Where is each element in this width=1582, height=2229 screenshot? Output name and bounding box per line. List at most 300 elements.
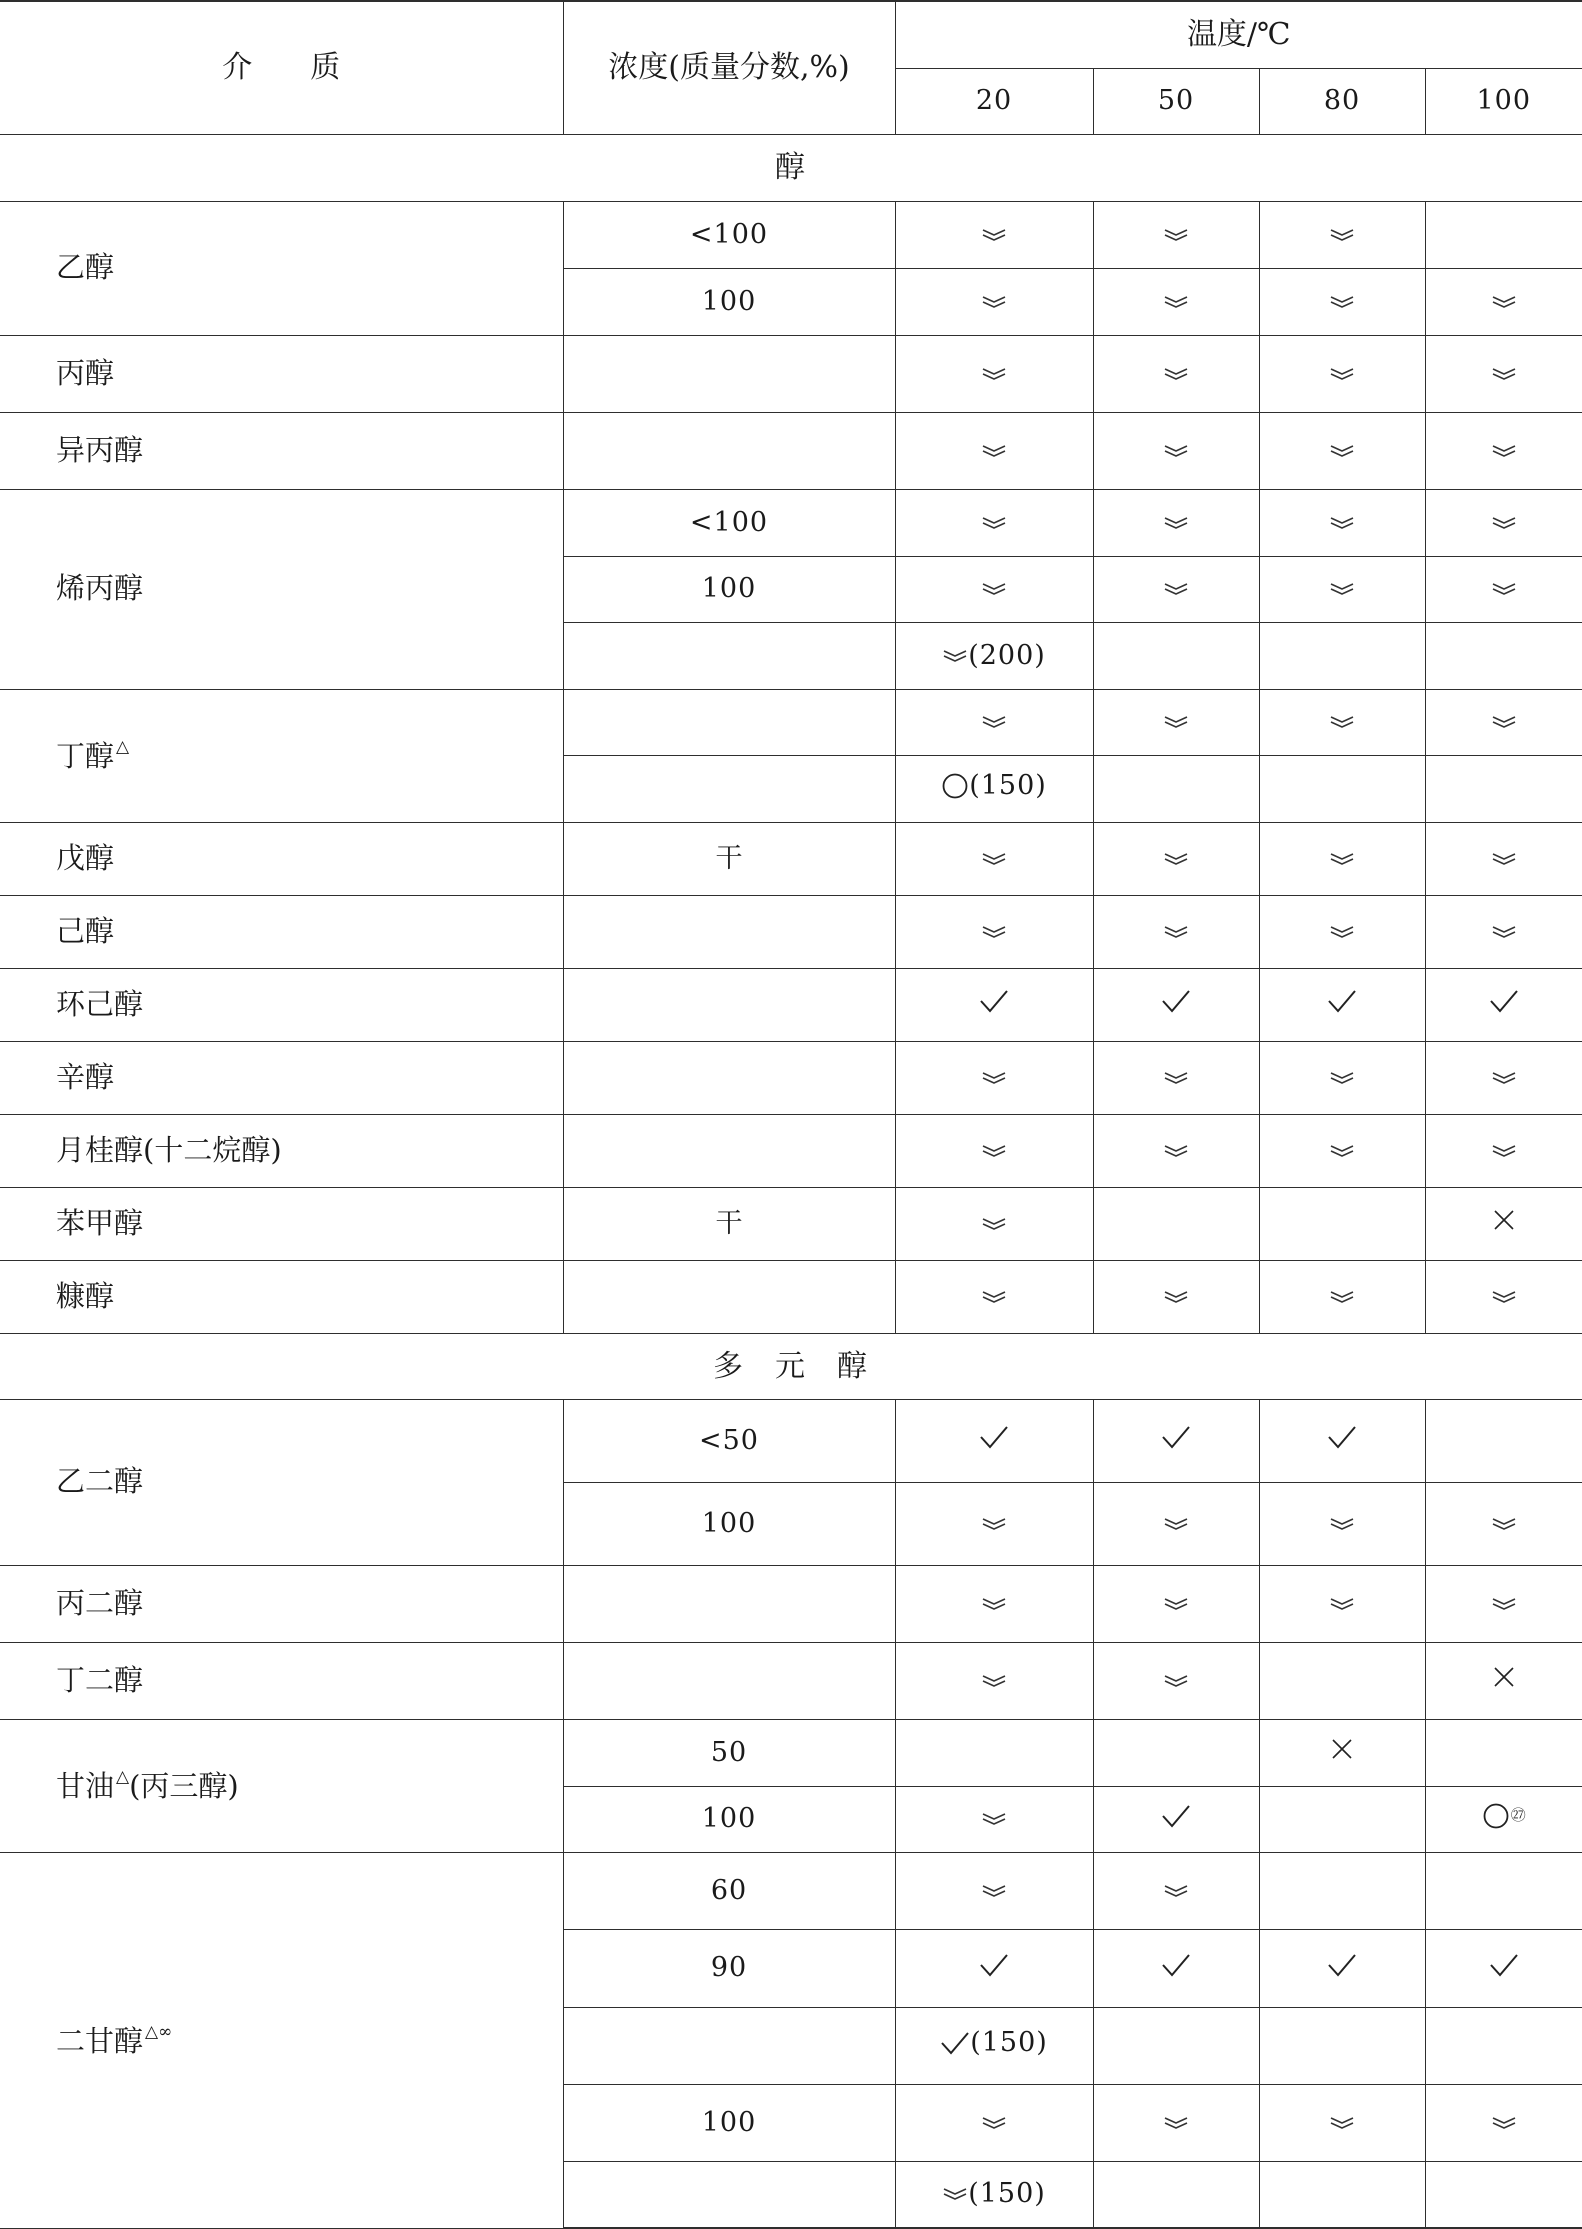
table-row <box>0 1187 1582 1260</box>
conc-cell: 干 <box>563 1187 895 1260</box>
rating-symbol <box>1491 714 1517 730</box>
rating-symbol <box>981 1516 1007 1532</box>
conc-cell <box>563 1565 895 1642</box>
rating-symbol <box>981 443 1007 459</box>
rating-symbol <box>1163 1516 1189 1532</box>
rating-symbol <box>1491 2115 1517 2131</box>
medium-cell: 烯丙醇 <box>0 489 563 689</box>
table-row <box>0 489 1582 556</box>
rating-cell <box>1093 1929 1259 2007</box>
rating-symbol <box>1482 1802 1526 1830</box>
rating-cell <box>895 1642 1093 1719</box>
rating-cell <box>895 1565 1093 1642</box>
conc-cell <box>563 968 895 1041</box>
rating-cell <box>1093 968 1259 1041</box>
table-row <box>0 1260 1582 1333</box>
rating-symbol <box>1163 515 1189 531</box>
double-chevron-icon <box>981 924 1007 940</box>
footnote-mark: △ <box>116 737 130 758</box>
rating-symbol <box>941 771 1047 801</box>
rating-cell <box>1093 1565 1259 1642</box>
checkmark-icon <box>979 1952 1009 1978</box>
double-chevron-icon <box>981 1143 1007 1159</box>
double-chevron-icon <box>1163 581 1189 597</box>
rating-cell <box>1259 622 1425 689</box>
rating-symbol <box>1161 1952 1191 1978</box>
header-row <box>0 1 1582 68</box>
rating-symbol <box>1163 1143 1189 1159</box>
rating-cell <box>1093 755 1259 822</box>
rating-cell <box>1259 822 1425 895</box>
double-chevron-icon <box>981 2115 1007 2131</box>
table-row <box>0 1114 1582 1187</box>
rating-cell <box>1259 412 1425 489</box>
medium-cell: 丁醇 △ <box>0 689 563 822</box>
rating-cell <box>1259 1719 1425 1786</box>
section-row <box>0 134 1582 201</box>
rating-cell <box>1425 1929 1582 2007</box>
rating-symbol <box>981 1143 1007 1159</box>
table-row <box>0 1719 1582 1786</box>
rating-cell <box>1093 1260 1259 1333</box>
conc-cell <box>563 1114 895 1187</box>
double-chevron-icon <box>981 1883 1007 1899</box>
rating-cell <box>1425 689 1582 755</box>
rating-symbol <box>1163 714 1189 730</box>
double-chevron-icon <box>981 294 1007 310</box>
rating-symbol <box>1491 443 1517 459</box>
rating-cell <box>895 968 1093 1041</box>
conc-cell: 干 <box>563 822 895 895</box>
conc-cell: 60 <box>563 1852 895 1929</box>
double-chevron-icon <box>981 1216 1007 1232</box>
double-chevron-icon <box>981 1596 1007 1612</box>
double-chevron-icon <box>981 581 1007 597</box>
double-chevron-icon <box>1163 1673 1189 1689</box>
medium-cell: 月桂醇(十二烷醇) <box>0 1114 563 1187</box>
rating-cell <box>895 689 1093 755</box>
table-row <box>0 895 1582 968</box>
footnote-mark: △ <box>116 1767 130 1788</box>
section-title-alcohol: 醇 <box>0 134 1582 201</box>
double-chevron-icon <box>1491 2115 1517 2131</box>
rating-cell <box>895 1852 1093 1929</box>
rating-cell <box>1093 2007 1259 2084</box>
rating-symbol <box>981 1883 1007 1899</box>
rating-symbol <box>981 581 1007 597</box>
rating-cell <box>1259 968 1425 1041</box>
rating-cell <box>1093 689 1259 755</box>
conc-cell <box>563 1260 895 1333</box>
rating-cell <box>895 556 1093 622</box>
checkmark-icon <box>940 2030 970 2056</box>
rating-symbol <box>981 714 1007 730</box>
rating-cell <box>1093 1786 1259 1852</box>
double-chevron-icon <box>1329 2115 1355 2131</box>
rating-cell <box>1259 1565 1425 1642</box>
double-chevron-icon <box>1163 227 1189 243</box>
double-chevron-icon <box>1329 227 1355 243</box>
rating-cell <box>1425 2161 1582 2228</box>
double-chevron-icon <box>1491 581 1517 597</box>
rating-symbol <box>1491 581 1517 597</box>
double-chevron-icon <box>1329 1070 1355 1086</box>
checkmark-icon <box>1489 988 1519 1014</box>
rating-symbol <box>1163 1883 1189 1899</box>
temp-20: 20 <box>895 68 1093 134</box>
rating-symbol <box>981 1811 1007 1827</box>
cross-icon <box>1492 1208 1516 1232</box>
table-row <box>0 968 1582 1041</box>
rating-cell <box>1093 622 1259 689</box>
rating-cell <box>895 335 1093 412</box>
rating-symbol <box>1329 924 1355 940</box>
rating-symbol <box>1329 714 1355 730</box>
double-chevron-icon <box>1491 1143 1517 1159</box>
double-chevron-icon <box>1329 294 1355 310</box>
rating-temp-limit: (200) <box>968 639 1046 671</box>
rating-symbol <box>1163 294 1189 310</box>
conc-cell <box>563 335 895 412</box>
rating-symbol <box>1329 581 1355 597</box>
rating-cell <box>895 1929 1093 2007</box>
double-chevron-icon <box>981 714 1007 730</box>
conc-cell <box>563 622 895 689</box>
rating-symbol <box>1330 1737 1354 1761</box>
double-chevron-icon <box>1329 851 1355 867</box>
double-chevron-icon <box>1163 1143 1189 1159</box>
rating-symbol <box>1329 443 1355 459</box>
temp-50: 50 <box>1093 68 1259 134</box>
rating-cell <box>1425 2007 1582 2084</box>
double-chevron-icon <box>1491 1070 1517 1086</box>
rating-symbol <box>1491 1596 1517 1612</box>
double-chevron-icon <box>1163 2115 1189 2131</box>
rating-cell <box>1425 268 1582 335</box>
rating-cell <box>1425 489 1582 556</box>
double-chevron-icon <box>1329 714 1355 730</box>
rating-cell <box>1093 1399 1259 1482</box>
double-chevron-icon <box>1491 851 1517 867</box>
rating-cell <box>1093 1642 1259 1719</box>
rating-cell <box>1093 335 1259 412</box>
rating-symbol <box>1161 988 1191 1014</box>
double-chevron-icon <box>1163 1516 1189 1532</box>
rating-cell <box>895 2161 1093 2228</box>
rating-cell <box>895 1399 1093 1482</box>
rating-symbol <box>979 988 1009 1014</box>
rating-cell <box>1093 1482 1259 1565</box>
table-row <box>0 201 1582 268</box>
rating-symbol <box>1492 1665 1516 1689</box>
double-chevron-icon <box>1491 294 1517 310</box>
rating-symbol <box>1163 1596 1189 1612</box>
rating-cell <box>1259 1786 1425 1852</box>
rating-cell <box>895 622 1093 689</box>
rating-cell <box>1425 201 1582 268</box>
cross-icon <box>1492 1665 1516 1689</box>
rating-symbol <box>979 1424 1009 1450</box>
medium-cell: 乙二醇 <box>0 1399 563 1565</box>
rating-symbol <box>979 1952 1009 1978</box>
double-chevron-icon <box>981 227 1007 243</box>
table-row <box>0 335 1582 412</box>
medium-cell: 二甘醇 △∞ <box>0 1852 563 2228</box>
conc-cell: <50 <box>563 1399 895 1482</box>
rating-symbol <box>1327 988 1357 1014</box>
double-chevron-icon <box>1491 366 1517 382</box>
medium-cell: 糠醇 <box>0 1260 563 1333</box>
rating-cell <box>895 2084 1093 2161</box>
rating-cell <box>1259 2007 1425 2084</box>
double-chevron-icon <box>1163 1596 1189 1612</box>
rating-footnote: ㉗ <box>1510 1806 1526 1825</box>
rating-symbol <box>1329 1596 1355 1612</box>
double-chevron-icon <box>1163 515 1189 531</box>
table-row <box>0 1852 1582 1929</box>
rating-symbol <box>1491 1070 1517 1086</box>
footnote-mark: △∞ <box>145 2021 173 2042</box>
rating-cell <box>1093 2161 1259 2228</box>
medium-cell: 丙二醇 <box>0 1565 563 1642</box>
double-chevron-icon <box>981 1673 1007 1689</box>
checkmark-icon <box>1489 1952 1519 1978</box>
rating-cell <box>895 822 1093 895</box>
medium-cell: 丙醇 <box>0 335 563 412</box>
conc-cell <box>563 2007 895 2084</box>
rating-symbol <box>1489 988 1519 1014</box>
rating-cell <box>895 895 1093 968</box>
double-chevron-icon <box>1329 1289 1355 1305</box>
temp-100: 100 <box>1425 68 1582 134</box>
medium-cell: 己醇 <box>0 895 563 968</box>
double-chevron-icon <box>1163 1070 1189 1086</box>
rating-symbol <box>1491 366 1517 382</box>
rating-cell <box>1093 412 1259 489</box>
rating-symbol <box>981 1289 1007 1305</box>
rating-symbol <box>1492 1208 1516 1232</box>
rating-cell <box>895 1187 1093 1260</box>
double-chevron-icon <box>942 2186 968 2202</box>
rating-cell <box>1425 2084 1582 2161</box>
rating-cell <box>1425 755 1582 822</box>
rating-cell <box>1259 755 1425 822</box>
checkmark-icon <box>979 1424 1009 1450</box>
conc-cell: <100 <box>563 201 895 268</box>
rating-symbol <box>1163 851 1189 867</box>
table-row <box>0 1642 1582 1719</box>
checkmark-icon <box>1327 988 1357 1014</box>
double-chevron-icon <box>1491 1516 1517 1532</box>
section-title-polyol: 多 元 醇 <box>0 1333 1582 1399</box>
rating-temp-limit: (150) <box>970 2027 1048 2059</box>
rating-cell <box>1259 1852 1425 1929</box>
rating-cell <box>1425 622 1582 689</box>
double-chevron-icon <box>1329 1143 1355 1159</box>
double-chevron-icon <box>1329 443 1355 459</box>
rating-cell <box>1259 1399 1425 1482</box>
conc-cell <box>563 689 895 755</box>
rating-symbol <box>1161 1803 1191 1829</box>
double-chevron-icon <box>981 851 1007 867</box>
rating-cell <box>1425 968 1582 1041</box>
medium-cell: 辛醇 <box>0 1041 563 1114</box>
double-chevron-icon <box>981 1289 1007 1305</box>
rating-symbol <box>981 1673 1007 1689</box>
checkmark-icon <box>1161 988 1191 1014</box>
conc-cell <box>563 2161 895 2228</box>
double-chevron-icon <box>981 1070 1007 1086</box>
checkmark-icon <box>979 988 1009 1014</box>
rating-symbol <box>1329 1516 1355 1532</box>
conc-cell <box>563 1642 895 1719</box>
double-chevron-icon <box>1163 1883 1189 1899</box>
rating-temp-limit: (150) <box>968 2178 1046 2210</box>
rating-cell <box>895 1482 1093 1565</box>
double-chevron-icon <box>981 366 1007 382</box>
rating-symbol <box>1329 1143 1355 1159</box>
double-chevron-icon <box>981 1811 1007 1827</box>
rating-cell <box>895 1260 1093 1333</box>
double-chevron-icon <box>1491 924 1517 940</box>
double-chevron-icon <box>1163 1289 1189 1305</box>
rating-symbol <box>1163 2115 1189 2131</box>
double-chevron-icon <box>1491 443 1517 459</box>
rating-cell <box>1093 1041 1259 1114</box>
rating-symbol <box>981 227 1007 243</box>
rating-symbol <box>981 1070 1007 1086</box>
rating-cell <box>895 412 1093 489</box>
rating-cell <box>1425 1260 1582 1333</box>
medium-cell: 丁二醇 <box>0 1642 563 1719</box>
rating-cell <box>1259 1041 1425 1114</box>
conc-cell: 50 <box>563 1719 895 1786</box>
rating-cell <box>1093 1719 1259 1786</box>
rating-cell <box>1093 1852 1259 1929</box>
rating-symbol <box>1489 1952 1519 1978</box>
medium-cell: 环己醇 <box>0 968 563 1041</box>
checkmark-icon <box>1327 1952 1357 1978</box>
rating-symbol <box>1491 1516 1517 1532</box>
rating-symbol <box>1327 1952 1357 1978</box>
rating-cell <box>1425 412 1582 489</box>
rating-cell <box>1259 2084 1425 2161</box>
double-chevron-icon <box>1329 1516 1355 1532</box>
rating-temp-limit: (150) <box>969 769 1047 801</box>
rating-cell <box>1093 556 1259 622</box>
conc-cell: 100 <box>563 268 895 335</box>
rating-symbol <box>1491 294 1517 310</box>
rating-cell <box>1259 1642 1425 1719</box>
table-row <box>0 1041 1582 1114</box>
rating-cell <box>895 1786 1093 1852</box>
double-chevron-icon <box>1163 443 1189 459</box>
rating-cell <box>1259 268 1425 335</box>
conc-cell <box>563 895 895 968</box>
double-chevron-icon <box>981 515 1007 531</box>
rating-symbol <box>1163 1289 1189 1305</box>
rating-symbol <box>1329 366 1355 382</box>
table-row <box>0 1399 1582 1482</box>
double-chevron-icon <box>1329 366 1355 382</box>
rating-cell <box>1259 489 1425 556</box>
rating-symbol <box>1163 227 1189 243</box>
conc-cell: 100 <box>563 556 895 622</box>
rating-cell <box>895 755 1093 822</box>
header-concentration: 浓度(质量分数,%) <box>563 1 895 134</box>
rating-symbol <box>1329 515 1355 531</box>
table-row <box>0 822 1582 895</box>
rating-cell <box>1425 1565 1582 1642</box>
rating-symbol <box>1163 924 1189 940</box>
conc-cell: 90 <box>563 1929 895 2007</box>
double-chevron-icon <box>1163 924 1189 940</box>
rating-symbol <box>1329 227 1355 243</box>
double-chevron-icon <box>1329 581 1355 597</box>
checkmark-icon <box>1161 1424 1191 1450</box>
rating-cell <box>1425 1482 1582 1565</box>
rating-cell <box>1425 556 1582 622</box>
rating-symbol <box>981 2115 1007 2131</box>
double-chevron-icon <box>1491 714 1517 730</box>
rating-cell <box>1259 2161 1425 2228</box>
double-chevron-icon <box>1329 1596 1355 1612</box>
rating-cell <box>1259 556 1425 622</box>
conc-cell <box>563 1041 895 1114</box>
rating-cell <box>1425 1642 1582 1719</box>
double-chevron-icon <box>981 443 1007 459</box>
rating-symbol <box>1163 366 1189 382</box>
double-chevron-icon <box>1491 1289 1517 1305</box>
rating-symbol <box>981 851 1007 867</box>
rating-cell <box>895 2007 1093 2084</box>
rating-cell <box>1259 1260 1425 1333</box>
rating-cell <box>1259 335 1425 412</box>
conc-cell <box>563 755 895 822</box>
rating-symbol <box>981 294 1007 310</box>
rating-cell <box>1259 1482 1425 1565</box>
rating-cell <box>1425 822 1582 895</box>
rating-cell <box>1425 1786 1582 1852</box>
rating-symbol <box>1163 581 1189 597</box>
rating-cell <box>1093 822 1259 895</box>
checkmark-icon <box>1161 1803 1191 1829</box>
conc-cell: <100 <box>563 489 895 556</box>
rating-cell <box>1425 1114 1582 1187</box>
medium-cell: 异丙醇 <box>0 412 563 489</box>
section-row <box>0 1333 1582 1399</box>
rating-symbol <box>1329 2115 1355 2131</box>
double-chevron-icon <box>1329 515 1355 531</box>
rating-symbol <box>1327 1424 1357 1450</box>
rating-cell <box>1425 895 1582 968</box>
rating-cell <box>1093 2084 1259 2161</box>
table-row <box>0 1565 1582 1642</box>
rating-cell <box>1425 1719 1582 1786</box>
checkmark-icon <box>1327 1424 1357 1450</box>
rating-cell <box>1093 1187 1259 1260</box>
rating-cell <box>895 489 1093 556</box>
rating-cell <box>1093 268 1259 335</box>
rating-cell <box>1425 1187 1582 1260</box>
rating-cell <box>895 1719 1093 1786</box>
rating-symbol <box>1329 1070 1355 1086</box>
rating-symbol <box>1329 294 1355 310</box>
rating-cell <box>1425 1399 1582 1482</box>
double-chevron-icon <box>1163 714 1189 730</box>
table-row <box>0 412 1582 489</box>
rating-symbol <box>981 1216 1007 1232</box>
